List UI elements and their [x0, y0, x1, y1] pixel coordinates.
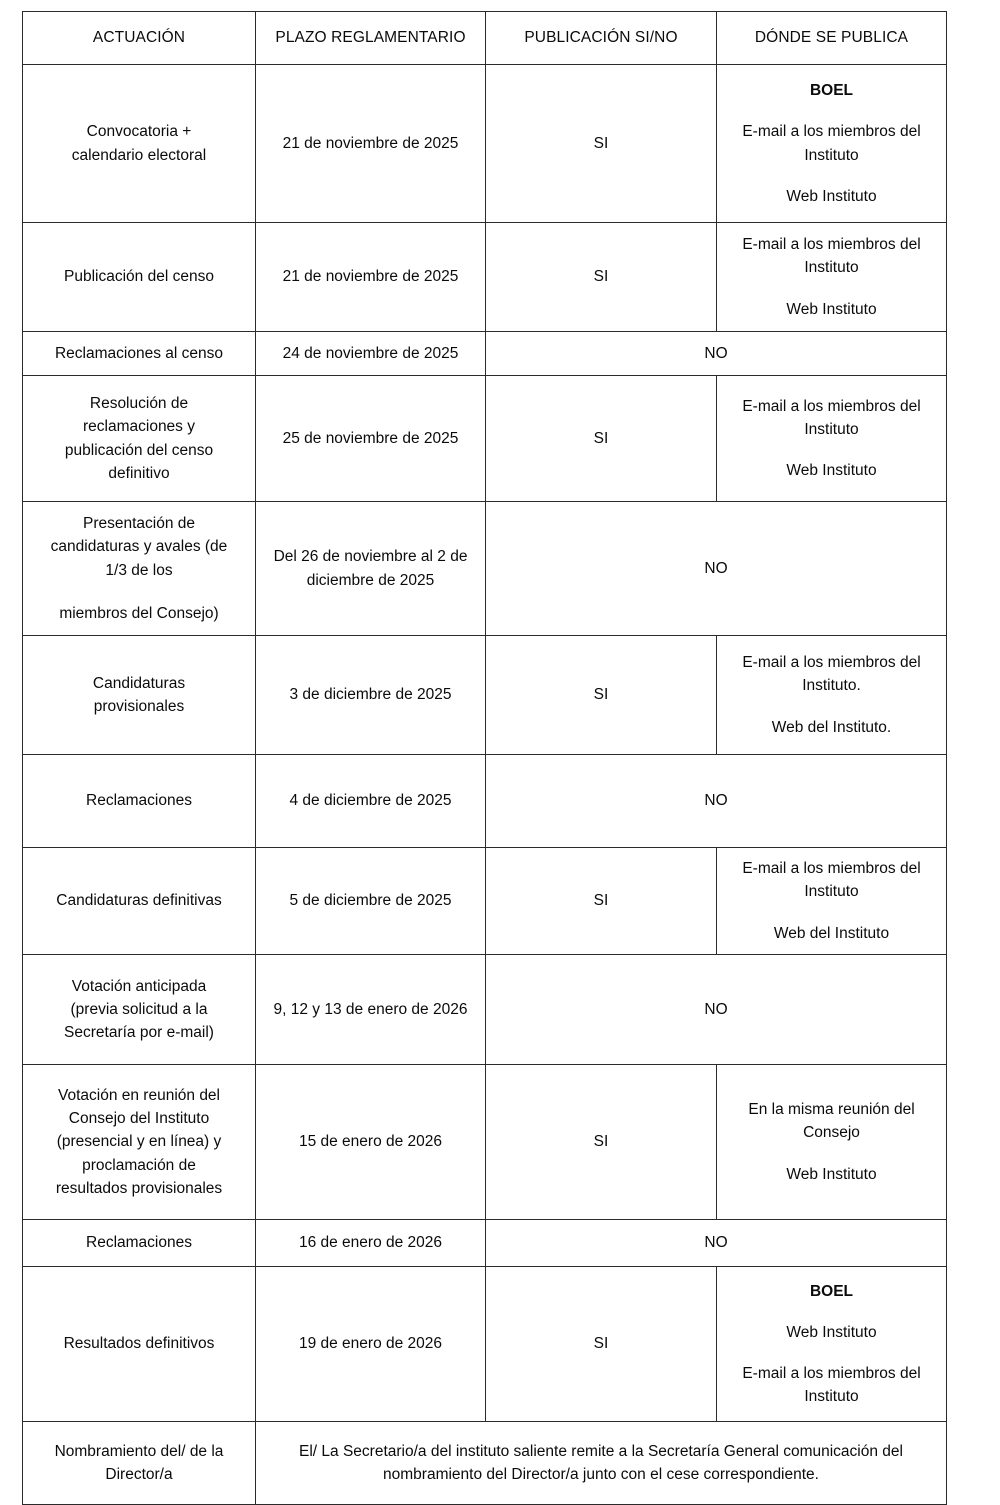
- actuacion-line: Nombramiento del/ de la: [54, 1442, 224, 1460]
- spacer: [723, 167, 940, 185]
- actuacion-line: Convocatoria +: [86, 123, 192, 141]
- cell-publicacion: SI: [486, 636, 717, 755]
- table-row: [23, 848, 947, 955]
- actuacion-line: calendario electoral: [71, 146, 207, 164]
- cell-publicacion: SI: [486, 848, 717, 955]
- cell-plazo: 21 de noviembre de 2025: [256, 65, 486, 223]
- donde-line: En la misma reunión del Consejo: [748, 1101, 915, 1142]
- table-row: [23, 1267, 947, 1422]
- donde-line: E-mail a los miembros del Instituto: [742, 860, 921, 901]
- actuacion-line: (presencial y en línea) y: [56, 1133, 222, 1151]
- cell-merged-publicacion: NO: [486, 955, 947, 1065]
- cell-merged-publicacion: NO: [486, 755, 947, 848]
- cell-actuacion: Reclamaciones: [23, 755, 256, 848]
- cell-actuacion: [23, 955, 256, 1065]
- electoral-calendar-table: [22, 11, 947, 1505]
- donde-line: Web Instituto: [786, 1323, 877, 1341]
- actuacion-line: Consejo del Instituto: [68, 1110, 210, 1128]
- cell-plazo: 24 de noviembre de 2025: [256, 332, 486, 376]
- actuacion-line: reclamaciones y: [83, 418, 195, 436]
- table-row: [23, 376, 947, 502]
- cell-plazo: 16 de enero de 2026: [256, 1220, 486, 1267]
- header-row: [23, 12, 947, 65]
- spacer: [723, 1145, 940, 1163]
- cell-actuacion: Reclamaciones al censo: [23, 332, 256, 376]
- table-row: [23, 636, 947, 755]
- table-body: [23, 65, 947, 1505]
- actuacion-line: resultados provisionales: [55, 1179, 223, 1197]
- table-row: [23, 1422, 947, 1505]
- actuacion-line: Candidaturas: [92, 674, 186, 692]
- donde-line: E-mail a los miembros del Instituto: [742, 236, 921, 277]
- spacer: [29, 582, 249, 602]
- actuacion-line: Presentación de: [82, 515, 196, 532]
- donde-line: Web Instituto: [786, 462, 877, 480]
- donde-line: BOEL: [809, 82, 854, 99]
- table-row: [23, 223, 947, 332]
- spacer: [723, 1344, 940, 1362]
- cell-plazo: 15 de enero de 2026: [256, 1065, 486, 1220]
- cell-actuacion: [23, 376, 256, 502]
- cell-donde: [717, 376, 947, 502]
- donde-line: E-mail a los miembros del Instituto.: [742, 654, 921, 695]
- table-header: [23, 12, 947, 65]
- cell-merged-publicacion: NO: [486, 502, 947, 636]
- actuacion-line: provisionales: [93, 698, 185, 715]
- cell-plazo: 9, 12 y 13 de enero de 2026: [256, 955, 486, 1065]
- actuacion-line: (previa solicitud a la: [70, 1000, 208, 1018]
- actuacion-line: candidaturas y avales (de: [50, 538, 228, 556]
- table-row: [23, 1220, 947, 1267]
- column-header-actuacion: ACTUACIÓN: [23, 12, 256, 65]
- actuacion-line: proclamación de: [82, 1156, 196, 1174]
- spacer: [723, 102, 940, 120]
- actuacion-line: Director/a: [105, 1466, 173, 1483]
- table-row: [23, 755, 947, 848]
- cell-actuacion: [23, 636, 256, 755]
- actuacion-line: miembros del Consejo): [59, 604, 219, 622]
- cell-actuacion: Candidaturas definitivas: [23, 848, 256, 955]
- cell-publicacion: SI: [486, 223, 717, 332]
- spacer: [723, 1303, 940, 1321]
- table-row: [23, 955, 947, 1065]
- column-header-donde: DÓNDE SE PUBLICA: [717, 12, 947, 65]
- spacer: [723, 904, 940, 922]
- cell-donde: [717, 1065, 947, 1220]
- cell-actuacion: [23, 1422, 256, 1505]
- cell-merged-note: El/ La Secretario/a del instituto saliente remite a la Secretaría General comunicación del nombramiento del Director/a junto con el cese correspondiente.: [256, 1422, 947, 1505]
- donde-line: E-mail a los miembros del Instituto: [742, 1365, 921, 1406]
- actuacion-line: Resolución de: [89, 395, 189, 412]
- cell-actuacion: Reclamaciones: [23, 1220, 256, 1267]
- cell-actuacion: Resultados definitivos: [23, 1267, 256, 1422]
- cell-actuacion: [23, 502, 256, 636]
- actuacion-line: Votación en reunión del: [57, 1086, 221, 1104]
- cell-plazo: 19 de enero de 2026: [256, 1267, 486, 1422]
- actuacion-line: publicación del censo: [64, 441, 214, 459]
- cell-merged-publicacion: NO: [486, 1220, 947, 1267]
- donde-line: Web Instituto: [786, 1165, 877, 1183]
- cell-actuacion: Publicación del censo: [23, 223, 256, 332]
- cell-donde: [717, 636, 947, 755]
- donde-line: Web del Instituto.: [771, 718, 892, 736]
- cell-donde: [717, 1267, 947, 1422]
- donde-line: E-mail a los miembros del Instituto: [742, 397, 921, 438]
- cell-actuacion: [23, 1065, 256, 1220]
- table-row: [23, 332, 947, 376]
- cell-plazo: 25 de noviembre de 2025: [256, 376, 486, 502]
- cell-publicacion: SI: [486, 376, 717, 502]
- column-header-publicacion: PUBLICACIÓN SI/NO: [486, 12, 717, 65]
- actuacion-line: 1/3 de los: [105, 561, 173, 579]
- donde-line: Web del Instituto: [773, 924, 890, 942]
- spacer: [723, 698, 940, 716]
- cell-plazo: 4 de diciembre de 2025: [256, 755, 486, 848]
- actuacion-line: Votación anticipada: [71, 977, 207, 995]
- table-row: [23, 1065, 947, 1220]
- cell-plazo: 5 de diciembre de 2025: [256, 848, 486, 955]
- donde-line: Web Instituto: [786, 187, 877, 205]
- donde-line: Web Instituto: [786, 300, 877, 318]
- cell-donde: [717, 223, 947, 332]
- table-row: [23, 502, 947, 636]
- donde-line: BOEL: [809, 1282, 854, 1300]
- column-header-plazo: PLAZO REGLAMENTARIO: [256, 12, 486, 65]
- donde-line: E-mail a los miembros del Instituto: [742, 123, 921, 164]
- cell-publicacion: SI: [486, 65, 717, 223]
- cell-plazo: 3 de diciembre de 2025: [256, 636, 486, 755]
- spacer: [723, 280, 940, 298]
- table-row: [23, 65, 947, 223]
- spacer: [723, 441, 940, 459]
- cell-plazo: 21 de noviembre de 2025: [256, 223, 486, 332]
- cell-donde: [717, 848, 947, 955]
- cell-plazo: Del 26 de noviembre al 2 de diciembre de 2025: [256, 502, 486, 636]
- cell-actuacion: [23, 65, 256, 223]
- actuacion-line: Secretaría por e-mail): [64, 1024, 214, 1042]
- cell-publicacion: SI: [486, 1065, 717, 1220]
- cell-publicacion: SI: [486, 1267, 717, 1422]
- cell-merged-publicacion: NO: [486, 332, 947, 376]
- cell-donde: [717, 65, 947, 223]
- actuacion-line: definitivo: [108, 464, 170, 482]
